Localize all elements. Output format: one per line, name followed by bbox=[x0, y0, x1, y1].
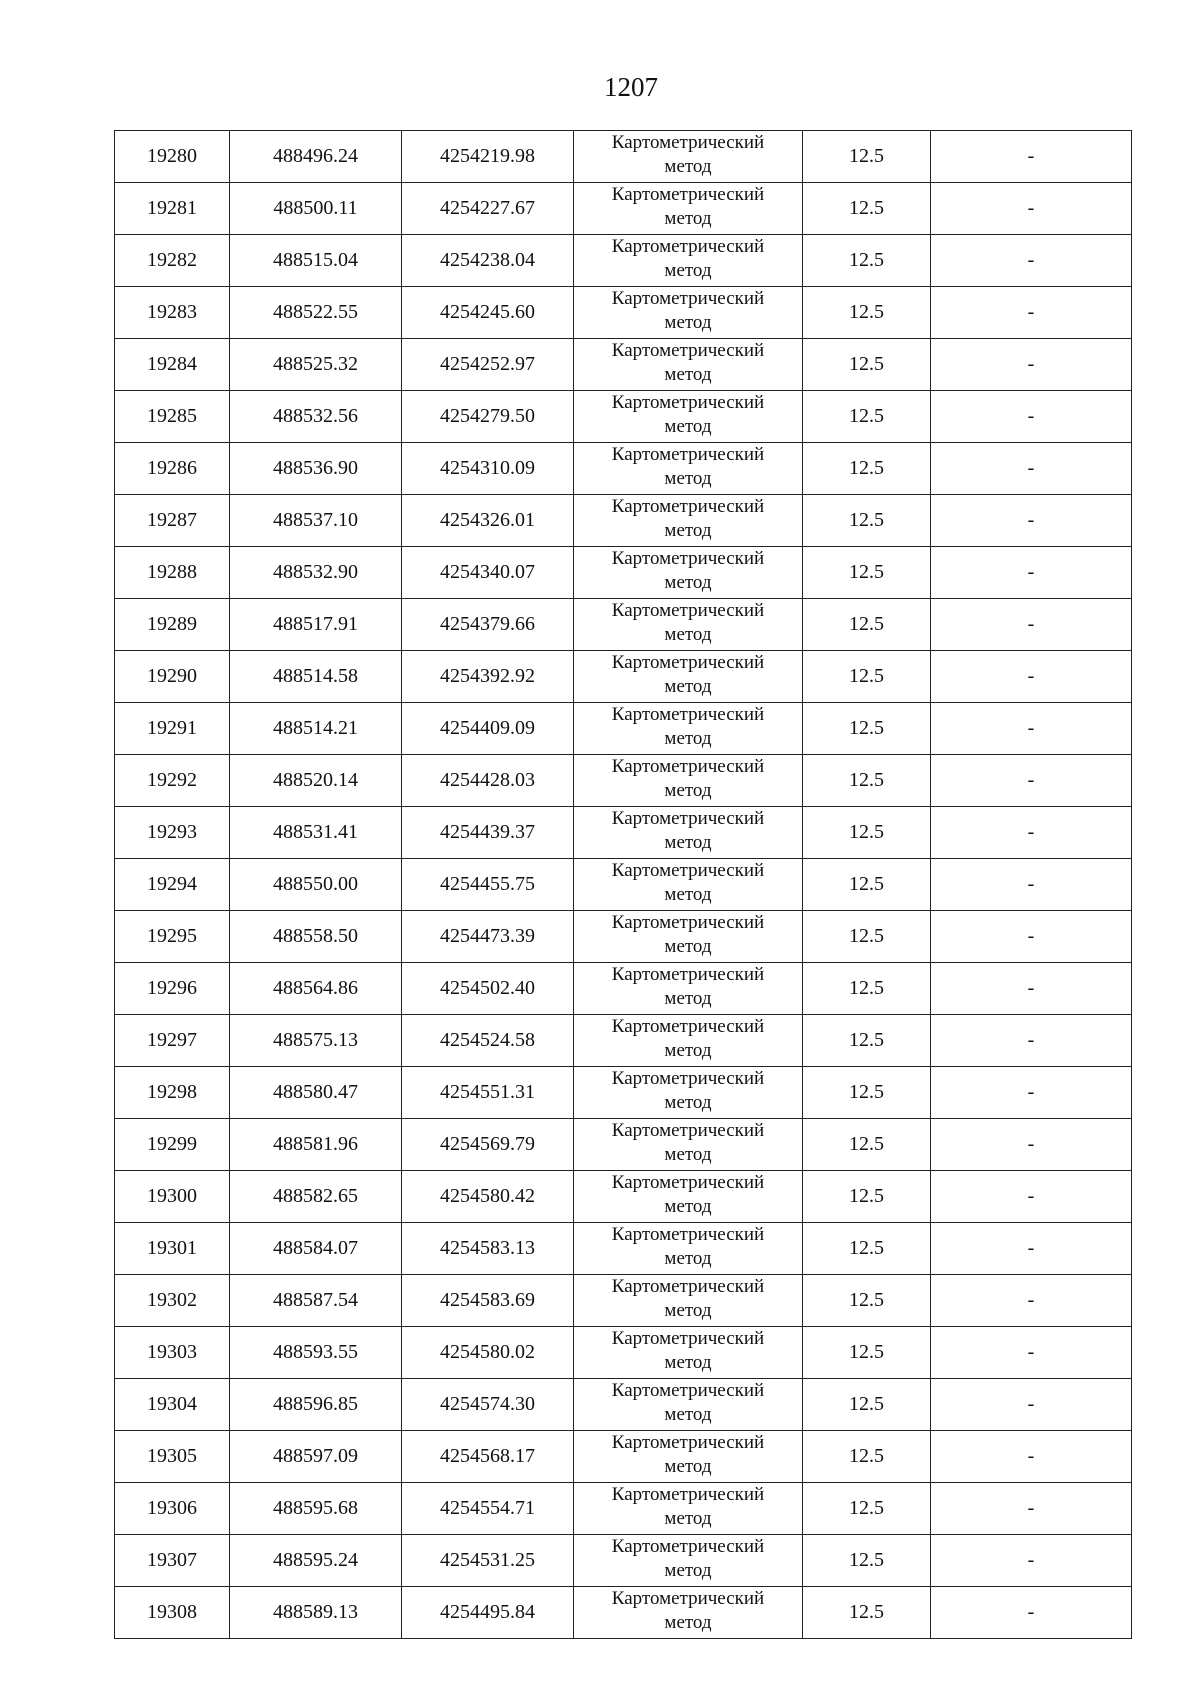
method-cell bbox=[574, 339, 803, 391]
accuracy-cell: 12.5 bbox=[803, 131, 931, 183]
note-cell: - bbox=[931, 183, 1132, 235]
x-coordinate-cell: 488580.47 bbox=[230, 1067, 402, 1119]
note-cell: - bbox=[931, 235, 1132, 287]
table-row bbox=[115, 1171, 1132, 1223]
point-id-cell: 19296 bbox=[115, 963, 230, 1015]
accuracy-cell: 12.5 bbox=[803, 1171, 931, 1223]
point-id-cell: 19287 bbox=[115, 495, 230, 547]
accuracy-cell: 12.5 bbox=[803, 495, 931, 547]
table-row bbox=[115, 651, 1132, 703]
x-coordinate-cell: 488515.04 bbox=[230, 235, 402, 287]
note-cell: - bbox=[931, 651, 1132, 703]
x-coordinate-cell: 488536.90 bbox=[230, 443, 402, 495]
method-line-1: Картометрический bbox=[611, 1484, 765, 1505]
note-cell: - bbox=[931, 391, 1132, 443]
point-id-cell: 19306 bbox=[115, 1483, 230, 1535]
x-coordinate-cell: 488532.90 bbox=[230, 547, 402, 599]
y-coordinate-cell: 4254583.13 bbox=[402, 1223, 574, 1275]
point-id-cell: 19292 bbox=[115, 755, 230, 807]
method-cell bbox=[574, 651, 803, 703]
method-cell bbox=[574, 1327, 803, 1379]
table-row bbox=[115, 859, 1132, 911]
y-coordinate-cell: 4254392.92 bbox=[402, 651, 574, 703]
method-line-2: метод bbox=[664, 1092, 712, 1113]
note-cell: - bbox=[931, 1275, 1132, 1327]
method-line-1: Картометрический bbox=[611, 1120, 765, 1141]
y-coordinate-cell: 4254551.31 bbox=[402, 1067, 574, 1119]
x-coordinate-cell: 488514.58 bbox=[230, 651, 402, 703]
y-coordinate-cell: 4254524.58 bbox=[402, 1015, 574, 1067]
note-cell: - bbox=[931, 755, 1132, 807]
note-cell: - bbox=[931, 339, 1132, 391]
point-id-cell: 19303 bbox=[115, 1327, 230, 1379]
point-id-cell: 19297 bbox=[115, 1015, 230, 1067]
accuracy-cell: 12.5 bbox=[803, 703, 931, 755]
point-id-cell: 19293 bbox=[115, 807, 230, 859]
y-coordinate-cell: 4254473.39 bbox=[402, 911, 574, 963]
point-id-cell: 19285 bbox=[115, 391, 230, 443]
point-id-cell: 19280 bbox=[115, 131, 230, 183]
y-coordinate-cell: 4254568.17 bbox=[402, 1431, 574, 1483]
table-row bbox=[115, 1223, 1132, 1275]
method-cell bbox=[574, 703, 803, 755]
method-line-2: метод bbox=[664, 1560, 712, 1581]
y-coordinate-cell: 4254583.69 bbox=[402, 1275, 574, 1327]
accuracy-cell: 12.5 bbox=[803, 1119, 931, 1171]
accuracy-cell: 12.5 bbox=[803, 1327, 931, 1379]
x-coordinate-cell: 488532.56 bbox=[230, 391, 402, 443]
accuracy-cell: 12.5 bbox=[803, 755, 931, 807]
note-cell: - bbox=[931, 443, 1132, 495]
method-line-1: Картометрический bbox=[611, 964, 765, 985]
point-id-cell: 19289 bbox=[115, 599, 230, 651]
point-id-cell: 19288 bbox=[115, 547, 230, 599]
x-coordinate-cell: 488550.00 bbox=[230, 859, 402, 911]
method-line-2: метод bbox=[664, 728, 712, 749]
point-id-cell: 19290 bbox=[115, 651, 230, 703]
y-coordinate-cell: 4254580.02 bbox=[402, 1327, 574, 1379]
point-id-cell: 19305 bbox=[115, 1431, 230, 1483]
method-cell bbox=[574, 235, 803, 287]
accuracy-cell: 12.5 bbox=[803, 547, 931, 599]
table-row bbox=[115, 1535, 1132, 1587]
y-coordinate-cell: 4254439.37 bbox=[402, 807, 574, 859]
method-cell bbox=[574, 1587, 803, 1639]
note-cell: - bbox=[931, 1015, 1132, 1067]
note-cell: - bbox=[931, 911, 1132, 963]
x-coordinate-cell: 488596.85 bbox=[230, 1379, 402, 1431]
method-line-1: Картометрический bbox=[611, 1016, 765, 1037]
method-line-2: метод bbox=[664, 1404, 712, 1425]
y-coordinate-cell: 4254428.03 bbox=[402, 755, 574, 807]
method-line-2: метод bbox=[664, 1248, 712, 1269]
y-coordinate-cell: 4254238.04 bbox=[402, 235, 574, 287]
y-coordinate-cell: 4254502.40 bbox=[402, 963, 574, 1015]
point-id-cell: 19299 bbox=[115, 1119, 230, 1171]
method-cell bbox=[574, 807, 803, 859]
table-body bbox=[115, 131, 1132, 1639]
method-line-1: Картометрический bbox=[611, 600, 765, 621]
method-line-1: Картометрический bbox=[611, 1276, 765, 1297]
y-coordinate-cell: 4254245.60 bbox=[402, 287, 574, 339]
method-line-1: Картометрический bbox=[611, 496, 765, 517]
method-line-2: метод bbox=[664, 1300, 712, 1321]
table-row bbox=[115, 391, 1132, 443]
table-row bbox=[115, 1275, 1132, 1327]
table-row bbox=[115, 183, 1132, 235]
accuracy-cell: 12.5 bbox=[803, 1431, 931, 1483]
y-coordinate-cell: 4254310.09 bbox=[402, 443, 574, 495]
method-line-2: метод bbox=[664, 364, 712, 385]
method-line-1: Картометрический bbox=[611, 548, 765, 569]
method-line-1: Картометрический bbox=[611, 340, 765, 361]
method-line-2: метод bbox=[664, 1144, 712, 1165]
point-id-cell: 19308 bbox=[115, 1587, 230, 1639]
point-id-cell: 19307 bbox=[115, 1535, 230, 1587]
y-coordinate-cell: 4254569.79 bbox=[402, 1119, 574, 1171]
method-line-2: метод bbox=[664, 1040, 712, 1061]
method-line-1: Картометрический bbox=[611, 1536, 765, 1557]
x-coordinate-cell: 488595.24 bbox=[230, 1535, 402, 1587]
method-line-1: Картометрический bbox=[611, 288, 765, 309]
y-coordinate-cell: 4254531.25 bbox=[402, 1535, 574, 1587]
x-coordinate-cell: 488514.21 bbox=[230, 703, 402, 755]
table-row bbox=[115, 443, 1132, 495]
method-cell bbox=[574, 911, 803, 963]
x-coordinate-cell: 488525.32 bbox=[230, 339, 402, 391]
method-cell bbox=[574, 131, 803, 183]
note-cell: - bbox=[931, 1483, 1132, 1535]
accuracy-cell: 12.5 bbox=[803, 599, 931, 651]
method-cell bbox=[574, 183, 803, 235]
x-coordinate-cell: 488581.96 bbox=[230, 1119, 402, 1171]
x-coordinate-cell: 488597.09 bbox=[230, 1431, 402, 1483]
table-row bbox=[115, 703, 1132, 755]
y-coordinate-cell: 4254554.71 bbox=[402, 1483, 574, 1535]
method-line-2: метод bbox=[664, 832, 712, 853]
method-cell bbox=[574, 443, 803, 495]
method-line-2: метод bbox=[664, 1456, 712, 1477]
method-line-2: метод bbox=[664, 312, 712, 333]
method-line-1: Картометрический bbox=[611, 392, 765, 413]
method-line-2: метод bbox=[664, 156, 712, 177]
note-cell: - bbox=[931, 703, 1132, 755]
x-coordinate-cell: 488500.11 bbox=[230, 183, 402, 235]
note-cell: - bbox=[931, 1223, 1132, 1275]
y-coordinate-cell: 4254252.97 bbox=[402, 339, 574, 391]
x-coordinate-cell: 488582.65 bbox=[230, 1171, 402, 1223]
accuracy-cell: 12.5 bbox=[803, 859, 931, 911]
method-cell bbox=[574, 599, 803, 651]
table-row bbox=[115, 131, 1132, 183]
method-line-1: Картометрический bbox=[611, 1432, 765, 1453]
point-id-cell: 19294 bbox=[115, 859, 230, 911]
method-line-1: Картометрический bbox=[611, 1380, 765, 1401]
note-cell: - bbox=[931, 1535, 1132, 1587]
table-row bbox=[115, 287, 1132, 339]
y-coordinate-cell: 4254409.09 bbox=[402, 703, 574, 755]
method-line-2: метод bbox=[664, 676, 712, 697]
table-row bbox=[115, 495, 1132, 547]
x-coordinate-cell: 488587.54 bbox=[230, 1275, 402, 1327]
point-id-cell: 19295 bbox=[115, 911, 230, 963]
note-cell: - bbox=[931, 1587, 1132, 1639]
y-coordinate-cell: 4254326.01 bbox=[402, 495, 574, 547]
method-line-2: метод bbox=[664, 208, 712, 229]
method-line-1: Картометрический bbox=[611, 1588, 765, 1609]
method-line-1: Картометрический bbox=[611, 236, 765, 257]
accuracy-cell: 12.5 bbox=[803, 443, 931, 495]
table-row bbox=[115, 1431, 1132, 1483]
table-row bbox=[115, 1483, 1132, 1535]
point-id-cell: 19291 bbox=[115, 703, 230, 755]
method-line-2: метод bbox=[664, 260, 712, 281]
y-coordinate-cell: 4254279.50 bbox=[402, 391, 574, 443]
table-row bbox=[115, 1379, 1132, 1431]
note-cell: - bbox=[931, 287, 1132, 339]
x-coordinate-cell: 488537.10 bbox=[230, 495, 402, 547]
note-cell: - bbox=[931, 599, 1132, 651]
table-row bbox=[115, 547, 1132, 599]
method-line-1: Картометрический bbox=[611, 756, 765, 777]
point-id-cell: 19301 bbox=[115, 1223, 230, 1275]
page-number: 1207 bbox=[604, 72, 658, 102]
x-coordinate-cell: 488595.68 bbox=[230, 1483, 402, 1535]
method-line-2: метод bbox=[664, 884, 712, 905]
accuracy-cell: 12.5 bbox=[803, 1535, 931, 1587]
x-coordinate-cell: 488520.14 bbox=[230, 755, 402, 807]
method-line-1: Картометрический bbox=[611, 912, 765, 933]
method-cell bbox=[574, 1379, 803, 1431]
accuracy-cell: 12.5 bbox=[803, 1223, 931, 1275]
accuracy-cell: 12.5 bbox=[803, 911, 931, 963]
accuracy-cell: 12.5 bbox=[803, 1379, 931, 1431]
method-cell bbox=[574, 859, 803, 911]
method-line-2: метод bbox=[664, 780, 712, 801]
note-cell: - bbox=[931, 859, 1132, 911]
point-id-cell: 19300 bbox=[115, 1171, 230, 1223]
x-coordinate-cell: 488522.55 bbox=[230, 287, 402, 339]
accuracy-cell: 12.5 bbox=[803, 1015, 931, 1067]
method-line-2: метод bbox=[664, 468, 712, 489]
method-cell bbox=[574, 547, 803, 599]
method-cell bbox=[574, 495, 803, 547]
method-line-2: метод bbox=[664, 1508, 712, 1529]
point-id-cell: 19302 bbox=[115, 1275, 230, 1327]
table-row bbox=[115, 339, 1132, 391]
method-line-1: Картометрический bbox=[611, 652, 765, 673]
method-line-2: метод bbox=[664, 936, 712, 957]
y-coordinate-cell: 4254455.75 bbox=[402, 859, 574, 911]
accuracy-cell: 12.5 bbox=[803, 651, 931, 703]
method-line-2: метод bbox=[664, 624, 712, 645]
point-id-cell: 19304 bbox=[115, 1379, 230, 1431]
point-id-cell: 19281 bbox=[115, 183, 230, 235]
accuracy-cell: 12.5 bbox=[803, 807, 931, 859]
method-cell bbox=[574, 1483, 803, 1535]
note-cell: - bbox=[931, 1327, 1132, 1379]
accuracy-cell: 12.5 bbox=[803, 287, 931, 339]
note-cell: - bbox=[931, 963, 1132, 1015]
point-id-cell: 19282 bbox=[115, 235, 230, 287]
x-coordinate-cell: 488564.86 bbox=[230, 963, 402, 1015]
method-line-2: метод bbox=[664, 988, 712, 1009]
accuracy-cell: 12.5 bbox=[803, 339, 931, 391]
table-row bbox=[115, 1015, 1132, 1067]
x-coordinate-cell: 488593.55 bbox=[230, 1327, 402, 1379]
method-line-1: Картометрический bbox=[611, 1068, 765, 1089]
method-cell bbox=[574, 1223, 803, 1275]
table-row bbox=[115, 755, 1132, 807]
x-coordinate-cell: 488589.13 bbox=[230, 1587, 402, 1639]
table-row bbox=[115, 1119, 1132, 1171]
accuracy-cell: 12.5 bbox=[803, 1587, 931, 1639]
accuracy-cell: 12.5 bbox=[803, 235, 931, 287]
method-line-1: Картометрический bbox=[611, 860, 765, 881]
accuracy-cell: 12.5 bbox=[803, 1275, 931, 1327]
y-coordinate-cell: 4254227.67 bbox=[402, 183, 574, 235]
method-cell bbox=[574, 755, 803, 807]
method-line-2: метод bbox=[664, 520, 712, 541]
note-cell: - bbox=[931, 1171, 1132, 1223]
point-id-cell: 19283 bbox=[115, 287, 230, 339]
accuracy-cell: 12.5 bbox=[803, 391, 931, 443]
table-row bbox=[115, 599, 1132, 651]
method-line-1: Картометрический bbox=[611, 1224, 765, 1245]
table-row bbox=[115, 1067, 1132, 1119]
note-cell: - bbox=[931, 1119, 1132, 1171]
x-coordinate-cell: 488558.50 bbox=[230, 911, 402, 963]
table-row bbox=[115, 1587, 1132, 1639]
method-cell bbox=[574, 391, 803, 443]
method-cell bbox=[574, 287, 803, 339]
y-coordinate-cell: 4254219.98 bbox=[402, 131, 574, 183]
method-line-1: Картометрический bbox=[611, 1172, 765, 1193]
coordinates-table bbox=[114, 130, 1132, 1639]
x-coordinate-cell: 488575.13 bbox=[230, 1015, 402, 1067]
method-line-1: Картометрический bbox=[611, 184, 765, 205]
accuracy-cell: 12.5 bbox=[803, 963, 931, 1015]
note-cell: - bbox=[931, 131, 1132, 183]
method-cell bbox=[574, 1067, 803, 1119]
note-cell: - bbox=[931, 1379, 1132, 1431]
y-coordinate-cell: 4254340.07 bbox=[402, 547, 574, 599]
y-coordinate-cell: 4254574.30 bbox=[402, 1379, 574, 1431]
x-coordinate-cell: 488496.24 bbox=[230, 131, 402, 183]
table-row bbox=[115, 1327, 1132, 1379]
method-line-1: Картометрический bbox=[611, 132, 765, 153]
y-coordinate-cell: 4254495.84 bbox=[402, 1587, 574, 1639]
table-row bbox=[115, 235, 1132, 287]
y-coordinate-cell: 4254580.42 bbox=[402, 1171, 574, 1223]
method-cell bbox=[574, 963, 803, 1015]
note-cell: - bbox=[931, 1067, 1132, 1119]
method-line-1: Картометрический bbox=[611, 704, 765, 725]
y-coordinate-cell: 4254379.66 bbox=[402, 599, 574, 651]
accuracy-cell: 12.5 bbox=[803, 1067, 931, 1119]
x-coordinate-cell: 488584.07 bbox=[230, 1223, 402, 1275]
table-row bbox=[115, 963, 1132, 1015]
method-line-1: Картометрический bbox=[611, 808, 765, 829]
method-cell bbox=[574, 1015, 803, 1067]
method-cell bbox=[574, 1171, 803, 1223]
point-id-cell: 19284 bbox=[115, 339, 230, 391]
method-line-2: метод bbox=[664, 1612, 712, 1633]
note-cell: - bbox=[931, 807, 1132, 859]
point-id-cell: 19298 bbox=[115, 1067, 230, 1119]
table-row bbox=[115, 911, 1132, 963]
accuracy-cell: 12.5 bbox=[803, 183, 931, 235]
note-cell: - bbox=[931, 547, 1132, 599]
method-line-2: метод bbox=[664, 416, 712, 437]
x-coordinate-cell: 488531.41 bbox=[230, 807, 402, 859]
accuracy-cell: 12.5 bbox=[803, 1483, 931, 1535]
method-line-1: Картометрический bbox=[611, 1328, 765, 1349]
method-cell bbox=[574, 1535, 803, 1587]
method-cell bbox=[574, 1275, 803, 1327]
note-cell: - bbox=[931, 1431, 1132, 1483]
method-line-2: метод bbox=[664, 1196, 712, 1217]
table-row bbox=[115, 807, 1132, 859]
method-cell bbox=[574, 1119, 803, 1171]
note-cell: - bbox=[931, 495, 1132, 547]
point-id-cell: 19286 bbox=[115, 443, 230, 495]
method-line-2: метод bbox=[664, 572, 712, 593]
method-line-1: Картометрический bbox=[611, 444, 765, 465]
x-coordinate-cell: 488517.91 bbox=[230, 599, 402, 651]
method-line-2: метод bbox=[664, 1352, 712, 1373]
method-cell bbox=[574, 1431, 803, 1483]
